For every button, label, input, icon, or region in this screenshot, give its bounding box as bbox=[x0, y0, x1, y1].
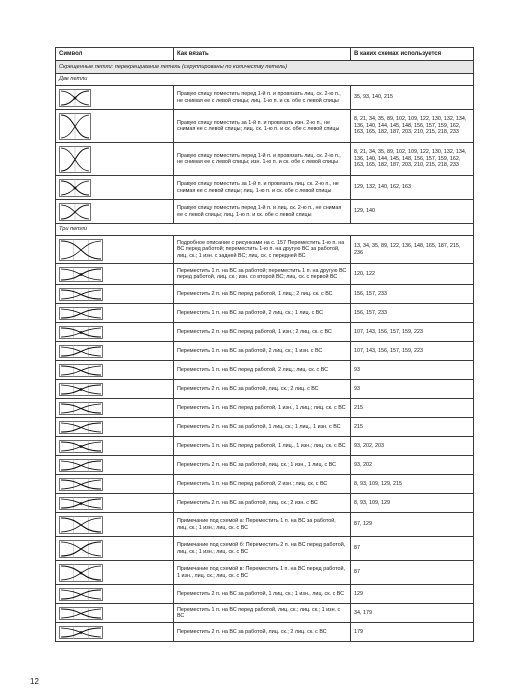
table-row bbox=[56, 110, 474, 143]
cross-3-k-icon bbox=[59, 440, 170, 453]
how-to-knit-cell: Переместить 2 п. на ВС за работой, лиц. ск.; 2 лиц. ск. с ВС bbox=[174, 623, 351, 642]
how-to-knit-cell: Переместить 1 п. на ВС перед работой, 1 лиц., 1 изн.; лиц. ск. с ВС bbox=[174, 437, 351, 456]
cross-3-d-icon bbox=[59, 307, 170, 320]
group-title-row bbox=[56, 224, 474, 236]
how-to-knit-cell: Переместить 2 п. на ВС перед работой, 1 изн.; 2 лиц. ск. с ВС bbox=[174, 323, 351, 342]
table-row bbox=[56, 342, 474, 361]
symbol-cell bbox=[56, 143, 174, 176]
how-to-knit-cell: Правую спицу поместить перед 1-й п. и провязать лиц. ск. 2-ю п., не снимая ее с левой спицы; лиц. 1-ю п. и ск. обе с левой спицы bbox=[174, 86, 351, 110]
symbol-cell bbox=[56, 323, 174, 342]
table-row bbox=[56, 304, 474, 323]
symbol-cell bbox=[56, 418, 174, 437]
symbol-cell bbox=[56, 236, 174, 264]
schemes-cell: 8, 21, 34, 35, 89, 102, 109, 122, 130, 132, 134, 136, 140, 144, 145, 148, 156, 157, 159, 162, 163, 165, 182, 187, 203, 210, 215, 218, 233 bbox=[351, 143, 474, 176]
schemes-cell: 93, 202, 203 bbox=[351, 437, 474, 456]
cross-2-purl-icon bbox=[59, 146, 170, 173]
table-row bbox=[56, 513, 474, 537]
cross-3-r-icon bbox=[59, 588, 170, 601]
schemes-cell: 129, 140 bbox=[351, 200, 474, 224]
cable-symbols-table bbox=[55, 47, 474, 642]
symbol-cell bbox=[56, 585, 174, 604]
cross-3-q-icon bbox=[59, 564, 170, 582]
schemes-cell: 13, 34, 35, 89, 122, 136, 148, 165, 187, 215, 236 bbox=[351, 236, 474, 264]
schemes-cell: 129, 132, 140, 162, 163 bbox=[351, 176, 474, 200]
schemes-cell: 120, 122 bbox=[351, 264, 474, 285]
how-to-knit-cell: Примечание под схемой а: Переместить 1 п. на ВС за работой, лиц. ск.; 1 изн.; лиц. ск. с ВС bbox=[174, 513, 351, 537]
header-how-to-knit: Как вязать bbox=[174, 48, 351, 61]
table-row bbox=[56, 200, 474, 224]
schemes-cell: 93 bbox=[351, 380, 474, 399]
cross-3-h-icon bbox=[59, 383, 170, 396]
symbol-cell bbox=[56, 264, 174, 285]
table-row bbox=[56, 537, 474, 561]
schemes-cell: 107, 143, 156, 157, 159, 223 bbox=[351, 342, 474, 361]
cross-3-c-icon bbox=[59, 288, 170, 301]
symbol-cell bbox=[56, 285, 174, 304]
symbol-cell bbox=[56, 176, 174, 200]
how-to-knit-cell: Примечание под схемой в: Переместить 1 п. на ВС перед работой, 1 изн., лиц. ск.; лиц. ск. с ВС bbox=[174, 561, 351, 585]
cross-2-right-icon bbox=[59, 89, 170, 107]
header-symbol: Символ bbox=[56, 48, 174, 61]
schemes-cell: 34, 179 bbox=[351, 604, 474, 623]
table-row bbox=[56, 399, 474, 418]
cross-3-b-icon bbox=[59, 267, 170, 282]
how-to-knit-cell: Правую спицу поместить перед 1-й п. и лиц. ск. 2-ю п., не снимая ее с левой спицы; лиц. 1-ю п. и ск. обе с левой спицы bbox=[174, 200, 351, 224]
table-header-row bbox=[56, 48, 474, 61]
table-row bbox=[56, 623, 474, 642]
schemes-cell: 8, 93, 109, 129 bbox=[351, 494, 474, 513]
symbol-cell bbox=[56, 399, 174, 418]
table-row bbox=[56, 456, 474, 475]
cross-3-j-icon bbox=[59, 421, 170, 434]
table-row bbox=[56, 285, 474, 304]
table-row bbox=[56, 176, 474, 200]
how-to-knit-cell: Переместить 2 п. на ВС за работой, лиц. ск.; 2 лиц. с ВС bbox=[174, 380, 351, 399]
symbol-cell bbox=[56, 342, 174, 361]
schemes-cell: 93 bbox=[351, 361, 474, 380]
table-row bbox=[56, 418, 474, 437]
schemes-cell: 93, 202 bbox=[351, 456, 474, 475]
header-used-in-charts: В каких схемах используется bbox=[351, 48, 474, 61]
symbol-cell bbox=[56, 604, 174, 623]
how-to-knit-cell: Примечание под схемой б: Переместить 2 п. на ВС перед работой, лиц. ск.; 1 изн.; лиц. ск. с ВС bbox=[174, 537, 351, 561]
cross-2-front-icon bbox=[59, 203, 170, 221]
symbol-cell bbox=[56, 475, 174, 494]
schemes-cell: 8, 93, 109, 129, 215 bbox=[351, 475, 474, 494]
table-row bbox=[56, 86, 474, 110]
how-to-knit-cell: Переместить 1 п. на ВС перед работой, 1 изн., 1 лиц.; лиц. ск. с ВС bbox=[174, 399, 351, 418]
schemes-cell: 35, 93, 140, 215 bbox=[351, 86, 474, 110]
symbol-cell bbox=[56, 361, 174, 380]
cross-3-t-icon bbox=[59, 626, 170, 639]
schemes-cell: 156, 157, 233 bbox=[351, 285, 474, 304]
cross-3-f-icon bbox=[59, 345, 170, 358]
how-to-knit-cell: Переместить 1 п. на ВС перед работой, лиц. ск.; лиц. ск.; 1 изн. с ВС bbox=[174, 604, 351, 623]
how-to-knit-cell: Переместить 1 п. на ВС перед работой, 2 лиц.; лиц. ск. с ВС bbox=[174, 361, 351, 380]
how-to-knit-cell: Подробное описание с рисунками на с. 157 Переместить 1-ю п. на ВС перед работой; переместить 1-ю п. на другую ВС за работой, лиц. ск.; 1 изн. с задней ВС; лиц. ск. с передней ВС bbox=[174, 236, 351, 264]
page-number: 12 bbox=[30, 677, 39, 686]
symbol-cell bbox=[56, 513, 174, 537]
table-row bbox=[56, 475, 474, 494]
symbol-cell bbox=[56, 623, 174, 642]
table-row bbox=[56, 361, 474, 380]
schemes-cell: 8, 21, 34, 35, 89, 102, 109, 122, 130, 132, 134, 136, 140, 144, 145, 148, 156, 157, 159, 162, 163, 165, 182, 187, 203, 210, 215, 218, 233 bbox=[351, 110, 474, 143]
table-row bbox=[56, 561, 474, 585]
how-to-knit-cell: Переместить 2 п. на ВС за работой, 1 лиц. ск.; 1 лиц., 1 изн. с ВС bbox=[174, 418, 351, 437]
how-to-knit-cell: Переместить 2 п. на ВС перед работой, 1 лиц.; 2 лиц. ск. с ВС bbox=[174, 285, 351, 304]
cross-2-left-icon bbox=[59, 113, 170, 140]
schemes-cell: 87, 129 bbox=[351, 513, 474, 537]
how-to-knit-cell: Правую спицу поместить перед 1-й п. и провязать лиц. ск. 2-ю п., не снимая ее с левой спицы; изн. 1-ю п. и ск. обе с левой спицы bbox=[174, 143, 351, 176]
how-to-knit-cell: Переместить 1 п. на ВС перед работой, 2 изн.; лиц. ск. с ВС bbox=[174, 475, 351, 494]
table-row bbox=[56, 380, 474, 399]
schemes-cell: 179 bbox=[351, 623, 474, 642]
schemes-cell: 156, 157, 233 bbox=[351, 304, 474, 323]
cross-3-e-icon bbox=[59, 326, 170, 339]
cross-3-i-icon bbox=[59, 402, 170, 415]
how-to-knit-cell: Переместить 1 п. на ВС за работой, 2 лиц. ск.; 1 лиц. с ВС bbox=[174, 304, 351, 323]
cross-3-g-icon bbox=[59, 364, 170, 377]
cross-3-l-icon bbox=[59, 459, 170, 472]
table-row bbox=[56, 585, 474, 604]
symbol-cell bbox=[56, 200, 174, 224]
how-to-knit-cell: Переместить 2 п. на ВС за работой, лиц. ск.; 2 изн. с ВС bbox=[174, 494, 351, 513]
cross-3-p-icon bbox=[59, 540, 170, 558]
table-row bbox=[56, 143, 474, 176]
schemes-cell: 215 bbox=[351, 399, 474, 418]
cross-3-m-icon bbox=[59, 478, 170, 491]
symbol-cell bbox=[56, 380, 174, 399]
table-row bbox=[56, 437, 474, 456]
schemes-cell: 87 bbox=[351, 561, 474, 585]
schemes-cell: 87 bbox=[351, 537, 474, 561]
cross-3-s-icon bbox=[59, 607, 170, 620]
table-row bbox=[56, 264, 474, 285]
symbol-cell bbox=[56, 110, 174, 143]
symbol-cell bbox=[56, 86, 174, 110]
table-row bbox=[56, 604, 474, 623]
how-to-knit-cell: Правую спицу поместить за 1-й п. и провязать лиц. ск. 2-ю п., не снимая ее с левой спицы; лиц. 1-ю п. и ск. обе с левой спицы bbox=[174, 176, 351, 200]
symbol-cell bbox=[56, 494, 174, 513]
table-row bbox=[56, 494, 474, 513]
cross-3-o-icon bbox=[59, 516, 170, 534]
cross-2-back-icon bbox=[59, 179, 170, 197]
schemes-cell: 129 bbox=[351, 585, 474, 604]
how-to-knit-cell: Переместить 2 п. на ВС за работой, лиц. ск.; 1 изн., 1 лиц. с ВС bbox=[174, 456, 351, 475]
symbol-cell bbox=[56, 456, 174, 475]
section-title: Скрещенные петли: перекрещивание петель (сгруппированы по количеству петель) bbox=[56, 61, 474, 74]
table-row bbox=[56, 236, 474, 264]
schemes-cell: 107, 143, 156, 157, 159, 223 bbox=[351, 323, 474, 342]
how-to-knit-cell: Переместить 2 п. на ВС за работой, 1 лиц. ск.; 1 изн., лиц. ск. с ВС bbox=[174, 585, 351, 604]
how-to-knit-cell: Правую спицу поместить за 1-й п. и провязать изн. 2-ю п., не снимая ее с левой спицы; лиц. ск. 1-ю п. и ск. обе с левой спицы bbox=[174, 110, 351, 143]
symbol-cell bbox=[56, 561, 174, 585]
group-title-row bbox=[56, 74, 474, 86]
group-title: Две петли bbox=[56, 74, 474, 86]
schemes-cell: 215 bbox=[351, 418, 474, 437]
symbol-cell bbox=[56, 304, 174, 323]
group-title: Три петли bbox=[56, 224, 474, 236]
symbol-cell bbox=[56, 537, 174, 561]
cross-3-n-icon bbox=[59, 497, 170, 510]
how-to-knit-cell: Переместить 1 п. на ВС за работой; переместить 1 п. на другую ВС перед работой, лиц. ск.; изн. со второй ВС; лиц. ск. с первой ВС bbox=[174, 264, 351, 285]
cross-3-a-icon bbox=[59, 239, 170, 261]
section-row bbox=[56, 61, 474, 74]
symbol-cell bbox=[56, 437, 174, 456]
how-to-knit-cell: Переместить 1 п. на ВС за работой, 2 лиц. ск.; 1 изн. с ВС bbox=[174, 342, 351, 361]
table-row bbox=[56, 323, 474, 342]
